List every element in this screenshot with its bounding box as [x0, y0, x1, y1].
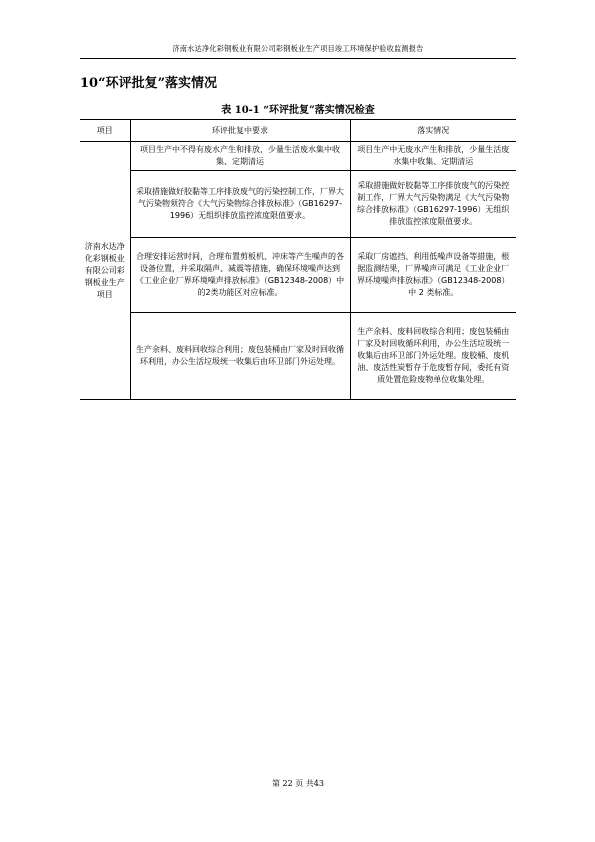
- requirement-cell: 采取措施做好胶黏等工序排放废气的污染控制工作，厂界大气污染物须符合《大气污染物综合排放标准》（GB16297-1996）无组织排放监控浓度限值要求。: [130, 171, 350, 238]
- table-row: [80, 238, 516, 313]
- implementation-cell: 采取措施做好胶黏等工序排放废气的污染控制工作，厂界大气污染物满足《大气污染物综合排放标准》（GB16297-1996）无组织排放监控浓度限值要求。: [350, 171, 516, 238]
- column-header-requirement: 环评批复中要求: [130, 120, 350, 142]
- requirement-cell: 项目生产中不得有废水产生和排放，少量生活废水集中收集、定期清运: [130, 142, 350, 171]
- section-title: 10“环评批复”落实情况: [80, 76, 218, 91]
- column-header-implementation: 落实情况: [350, 120, 516, 142]
- requirement-cell: 合理安排运营时间，合理布置剪板机、冲床等产生噪声的各设备位置，并采取隔声、减震等措施，确保环境噪声达到《工业企业厂界环境噪声排放标准》（GB12348-2008）中的2类功能区对应标准。: [130, 238, 350, 313]
- table-row: [80, 313, 516, 400]
- eia-approval-table: [80, 119, 516, 400]
- implementation-cell: 生产余料、废料回收综合利用；废包装桶由厂家及时回收循环利用，办公生活垃圾统一收集后由环卫部门外运处理。废胶桶、废机油、废活性炭暂存于危废暂存间，委托有资质处置危险废物单位收集处理。: [350, 313, 516, 400]
- table-row: [80, 142, 516, 171]
- table-header-row: [80, 120, 516, 142]
- page-number: 第 22 页 共43: [272, 779, 324, 788]
- implementation-cell: 项目生产中无废水产生和排放，少量生活废水集中收集、定期清运: [350, 142, 516, 171]
- project-name-cell: 济南水达净化彩钢板业有限公司彩钢板业生产项目: [80, 142, 130, 400]
- column-header-project: 项目: [80, 120, 130, 142]
- header-divider: [80, 58, 516, 59]
- page-header: 济南水达净化彩钢板业有限公司彩钢板业生产项目竣工环境保护验收监测报告: [172, 44, 424, 53]
- table-caption: 表 10-1 “环评批复”落实情况检查: [221, 105, 375, 116]
- table-row: [80, 171, 516, 238]
- implementation-cell: 采取厂房遮挡、利用低噪声设备等措施，根据监测结果，厂界噪声可满足《工业企业厂界环境噪声排放标准》（GB12348-2008）中 2 类标准。: [350, 238, 516, 313]
- requirement-cell: 生产余料、废料回收综合利用；废包装桶由厂家及时回收循环利用，办公生活垃圾统一收集后由环卫部门外运处理。: [130, 313, 350, 400]
